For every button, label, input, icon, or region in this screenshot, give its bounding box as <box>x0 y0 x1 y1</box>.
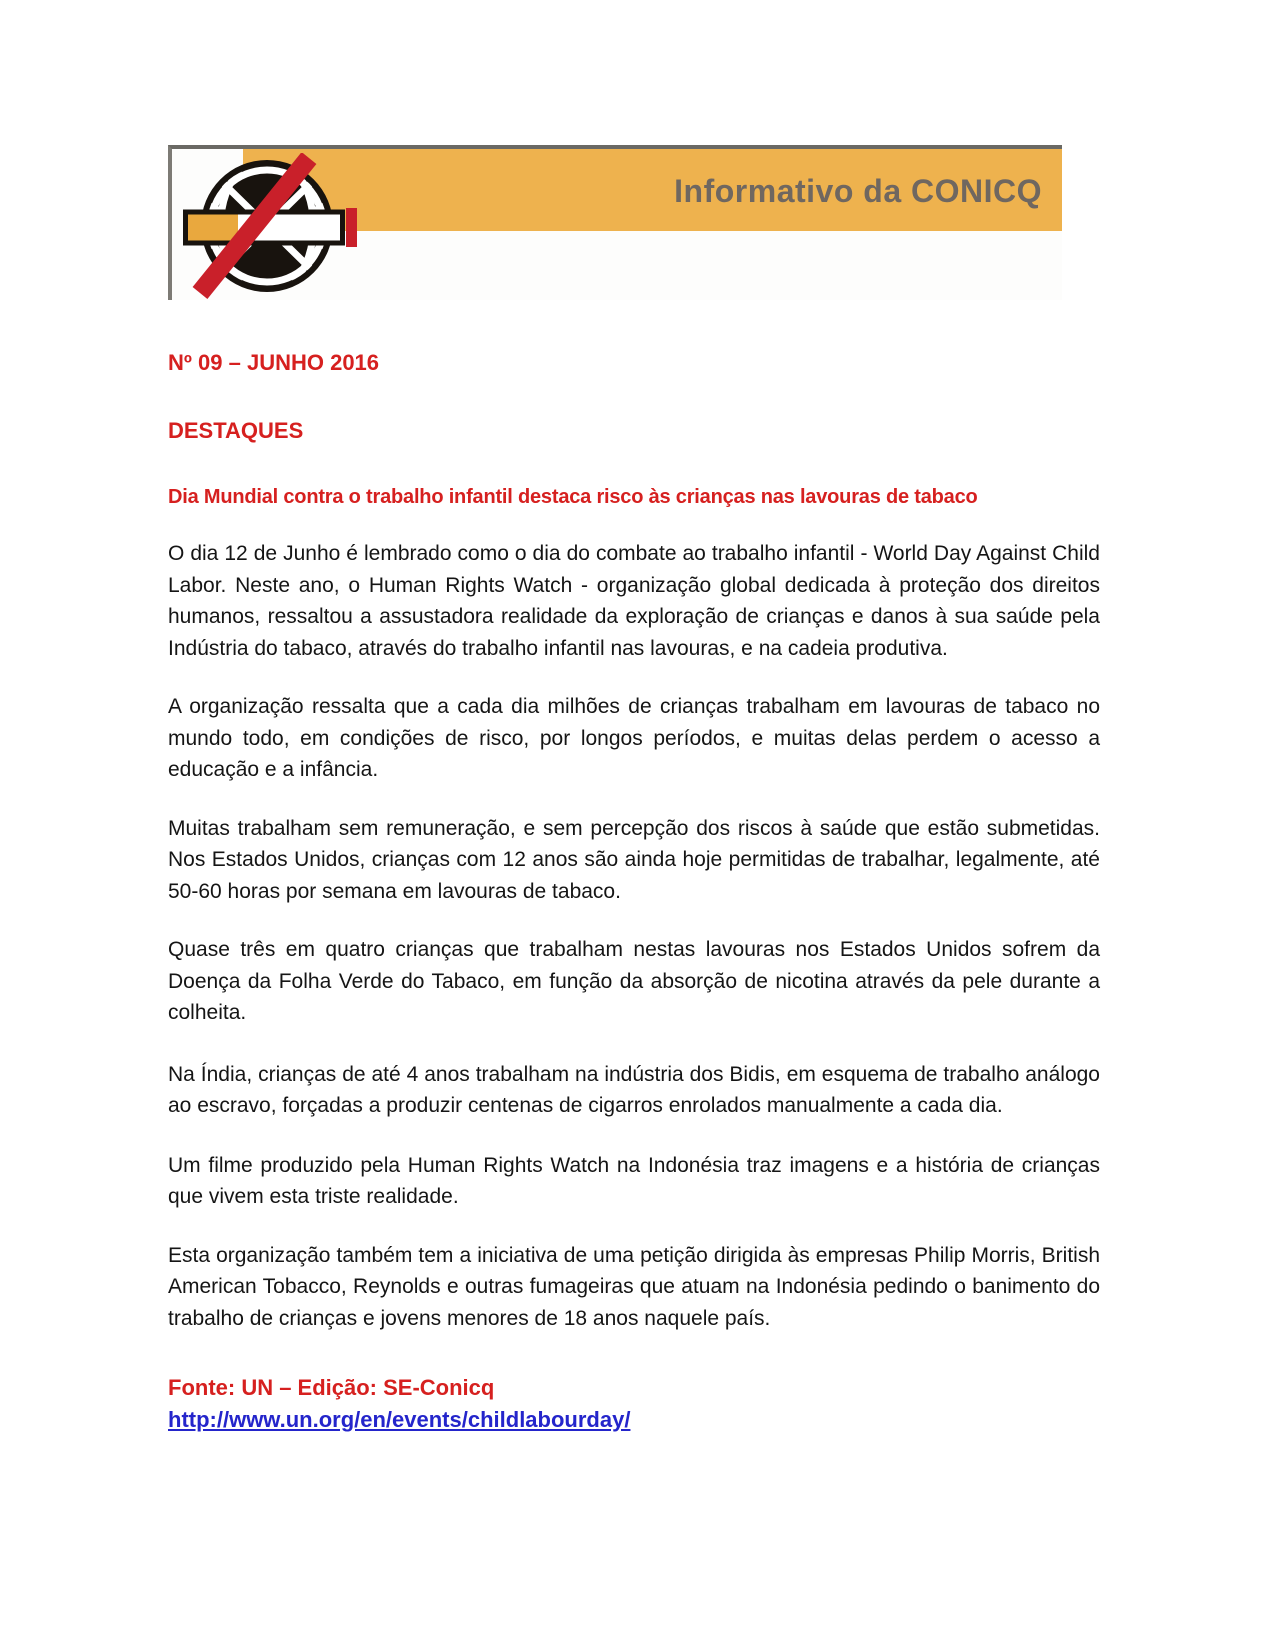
source-line: Fonte: UN – Edição: SE-Conicq <box>168 1375 495 1400</box>
body-paragraph-2: A organização ressalta que a cada dia milhões de crianças trabalham em lavouras de tabaco no mundo todo, em condições de risco, por longos períodos, e muitas delas perdem o acesso a educação e a infância. <box>168 695 1100 781</box>
conicq-logo <box>183 153 358 299</box>
banner-title: Informativo da CONICQ <box>674 173 1042 209</box>
body-paragraph-3: Muitas trabalham sem remuneração, e sem percepção dos riscos à saúde que estão submetidas. Nos Estados Unidos, crianças com 12 anos são ainda hoje permitidas de trabalhar, legalmente, até 50-60 horas por semana em lavouras de tabaco. <box>168 816 1100 903</box>
issue-line: Nº 09 – JUNHO 2016 <box>168 350 380 375</box>
no-tobacco-globe-icon <box>183 153 358 299</box>
article-body <box>168 300 1100 1435</box>
article-headline: Dia Mundial contra o trabalho infantil destaca risco às crianças nas lavouras de tabaco <box>168 486 978 508</box>
section-heading: DESTAQUES <box>168 418 304 443</box>
header-banner <box>243 149 1062 231</box>
source-link[interactable]: http://www.un.org/en/events/childlabourday/ <box>168 1406 631 1432</box>
body-paragraph-7: Esta organização também tem a iniciativa de uma petição dirigida às empresas Philip Morris, British American Tobacco, Reynolds e outras fumageiras que atuam na Indonésia pedindo o banimento do trabalho de crianças e jovens menores de 18 anos naquele país. <box>168 1243 1100 1330</box>
body-paragraph-4: Quase três em quatro crianças que trabalham nestas lavouras nos Estados Unidos sofrem da Doença da Folha Verde do Tabaco, em função da absorção de nicotina através da pele durante a colheita. <box>168 938 1100 1024</box>
paragraph-group <box>168 538 1100 1334</box>
body-paragraph-5: Na Índia, crianças de até 4 anos trabalham na indústria dos Bidis, em esquema de trabalho análogo ao escravo, forçadas a produzir centenas de cigarros enrolados manualmente a cada dia. <box>168 1062 1100 1117</box>
newsletter-header <box>168 145 1062 300</box>
body-paragraph-1: O dia 12 de Junho é lembrado como o dia do combate ao trabalho infantil - World Day Against Child Labor. Neste ano, o Human Rights Watch - organização global dedicada à proteção dos direitos humanos, ressaltou a assustadora realidade da exploração de crianças e danos à sua saúde pela Indústria do tabaco, através do trabalho infantil nas lavouras, e na cadeia produtiva. <box>168 542 1100 660</box>
body-paragraph-6: Um filme produzido pela Human Rights Watch na Indonésia traz imagens e a história de crianças que vivem esta triste realidade. <box>168 1153 1100 1208</box>
